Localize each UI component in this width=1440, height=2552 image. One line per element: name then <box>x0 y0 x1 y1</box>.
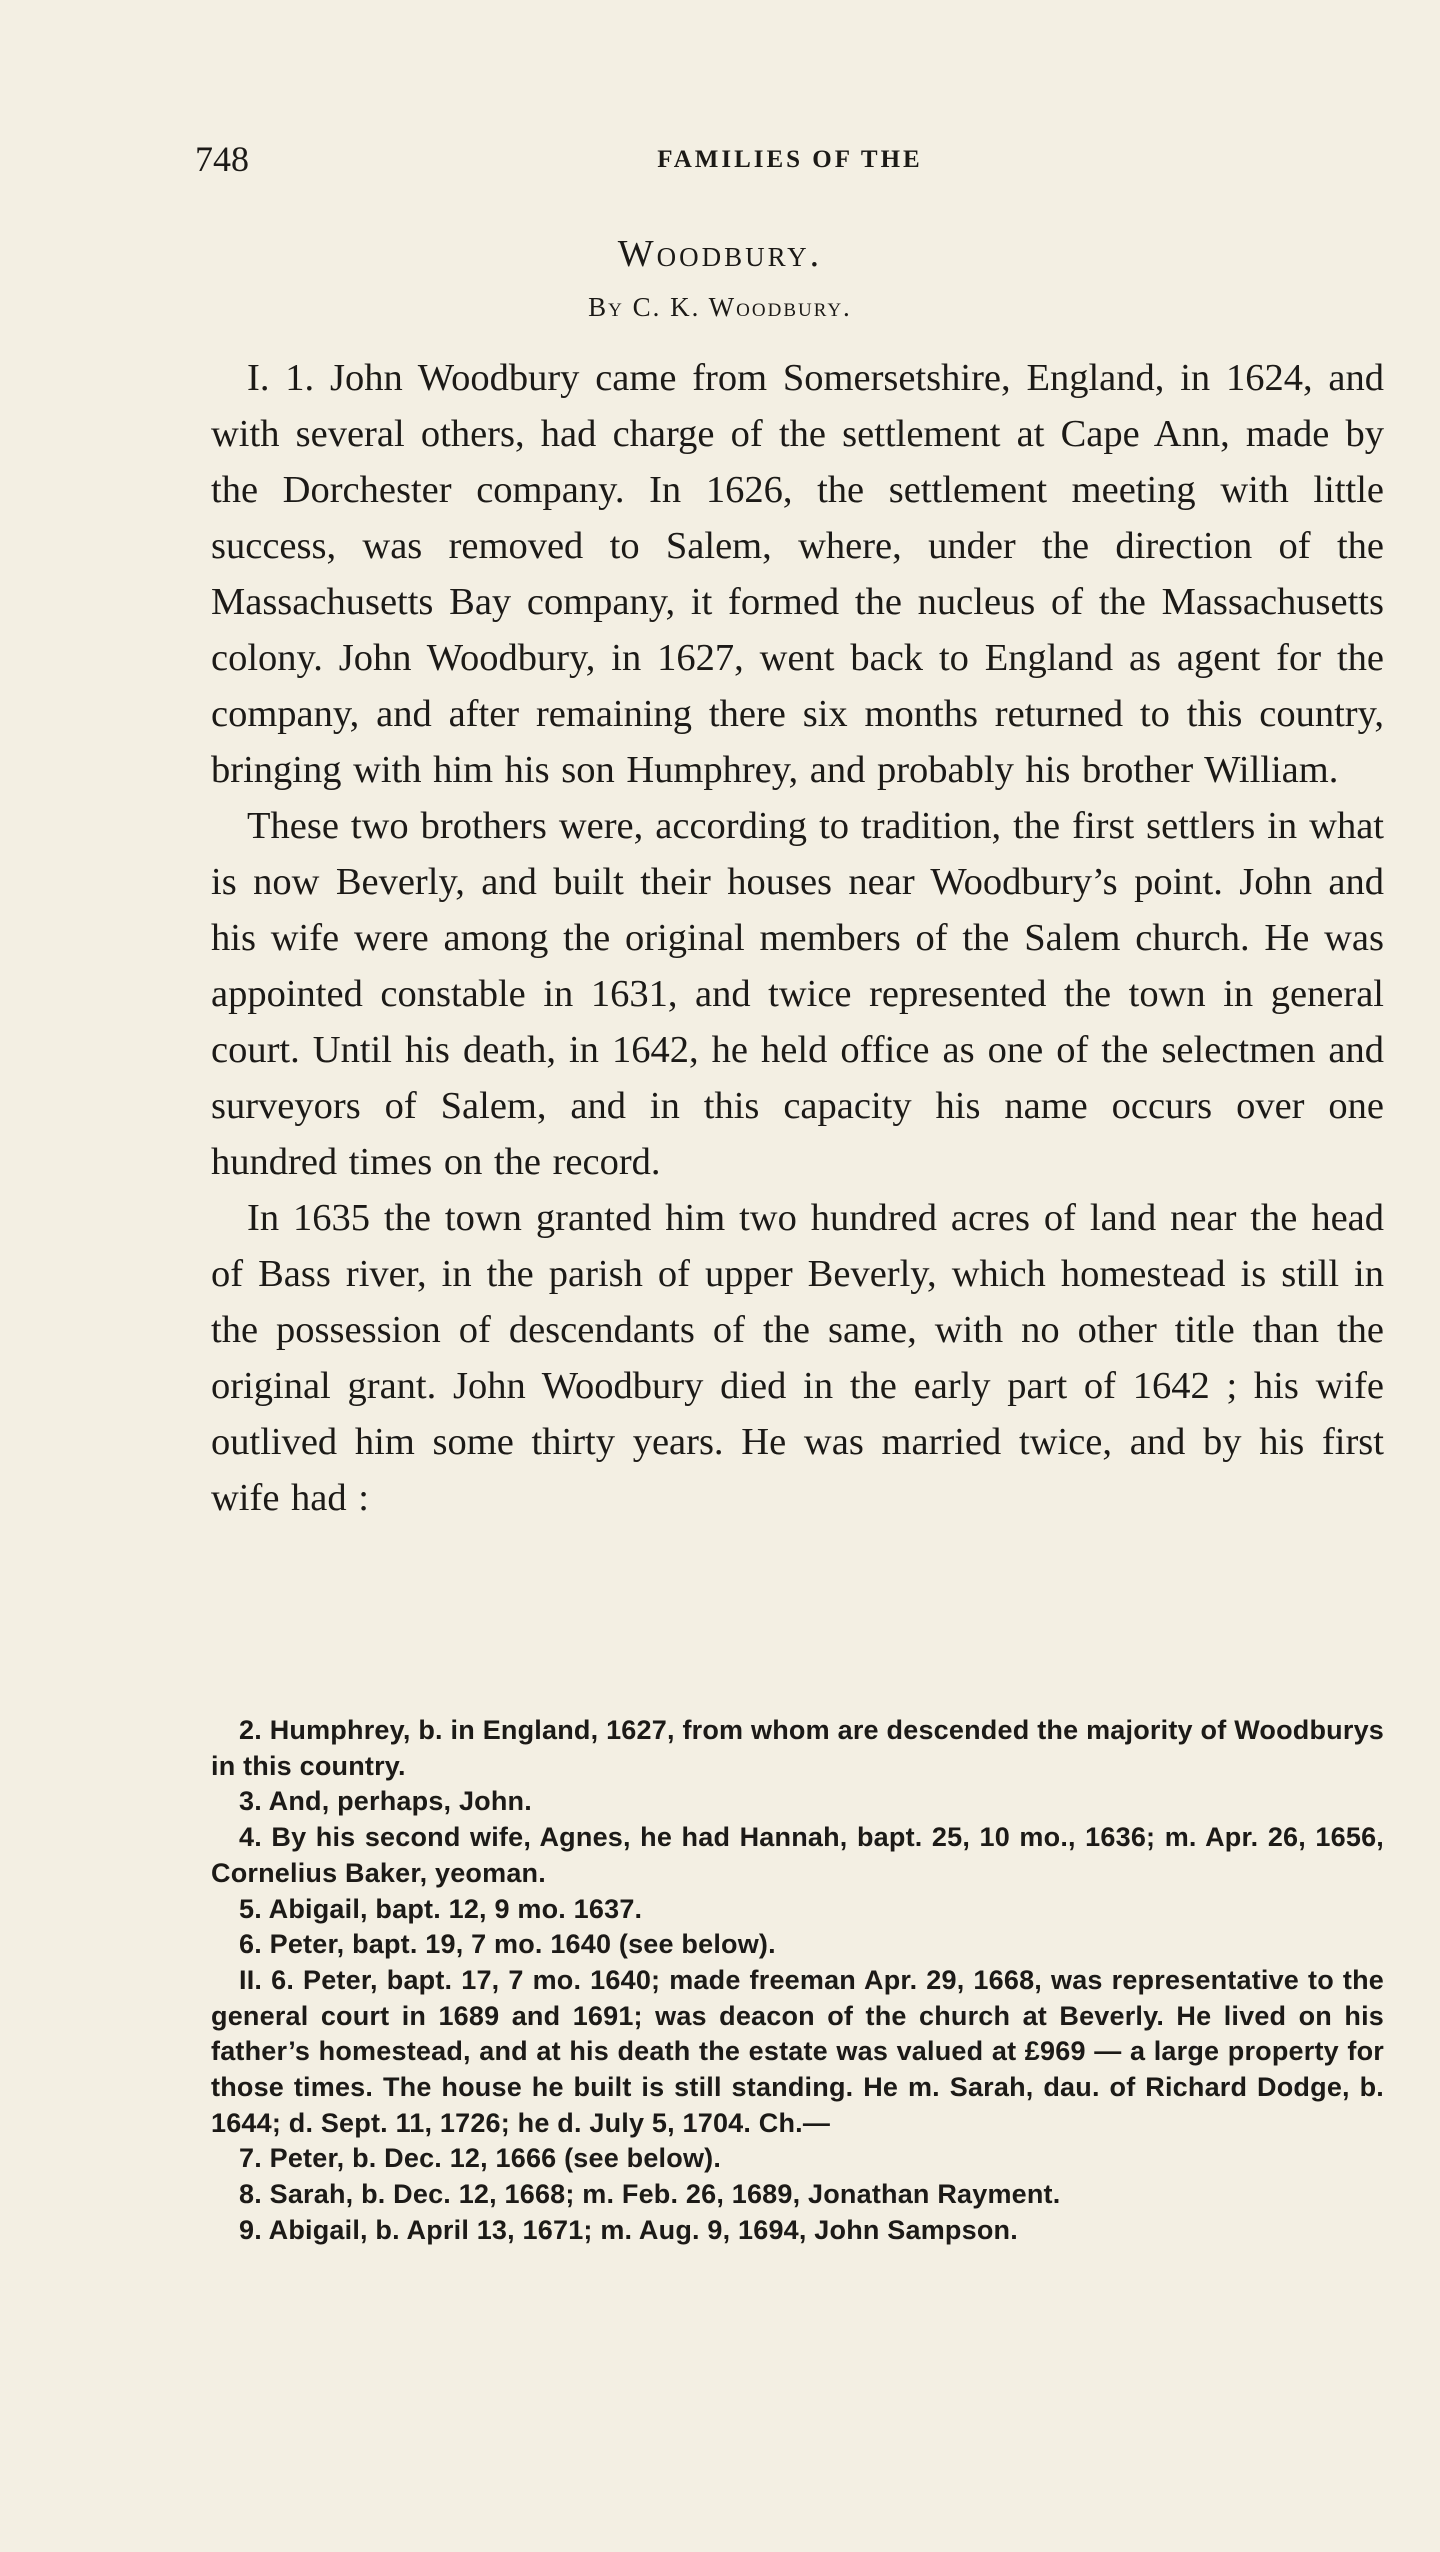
entry: 9. Abigail, b. April 13, 1671; m. Aug. 9, 1694, John Sampson. <box>239 2214 1018 2245</box>
page-number: 748 <box>195 139 249 179</box>
entry: 7. Peter, b. Dec. 12, 1666 (see below). <box>239 2143 722 2174</box>
page-header <box>195 138 1385 188</box>
body-text <box>211 350 1384 1526</box>
running-head: FAMILIES OF THE <box>657 146 923 173</box>
entry: 5. Abigail, bapt. 12, 9 mo. 1637. <box>239 1893 643 1924</box>
paragraph: In 1635 the town granted him two hundred acres of land near the head of Bass river, in the parish of upper Beverly, which homestead is still in the possession of descendants of the same, with no other title than the original grant. John Woodbury died in the early part of 1642 ; his wife outlived him some thirty years. He was married twice, and by his first wife had : <box>211 1197 1384 1519</box>
entry: 8. Sarah, b. Dec. 12, 1668; m. Feb. 26, 1689, Jonathan Rayment. <box>239 2179 1061 2210</box>
entry: 2. Humphrey, b. in England, 1627, from whom are descended the majority of Woodburys in this country. <box>211 1715 1384 1781</box>
author-byline: By C. K. Woodbury. <box>588 292 852 322</box>
section-title: Woodbury. <box>617 233 823 275</box>
genealogy-entries <box>211 1713 1384 2249</box>
entry: II. 6. Peter, bapt. 17, 7 mo. 1640; made freeman Apr. 29, 1668, was representative to the general court in 1689 and 1691; was deacon of the church at Beverly. He lived on his father’s homestead, and at his death the estate was valued at £969 — a large property for those times. The house he built is still standing. He m. Sarah, dau. of Richard Dodge, b. 1644; d. Sept. 11, 1726; he d. July 5, 1704. Ch.— <box>211 1964 1384 2138</box>
entry: 3. And, perhaps, John. <box>239 1786 532 1817</box>
paragraph: I. 1. John Woodbury came from Somersetshire, England, in 1624, and with several others, had charge of the settlement at Cape Ann, made by the Dorchester company. In 1626, the settlement meeting with little success, was removed to Salem, where, under the direction of the Massachusetts Bay company, it formed the nucleus of the Massachusetts colony. John Woodbury, in 1627, went back to England as agent for the company, and after remaining there six months returned to this country, bringing with him his son Humphrey, and probably his brother William. <box>211 357 1384 791</box>
entry: 6. Peter, bapt. 19, 7 mo. 1640 (see below). <box>239 1929 776 1960</box>
paragraph: These two brothers were, according to tradition, the first settlers in what is now Beverly, and built their houses near Woodbury’s point. John and his wife were among the original members of the Salem church. He was appointed constable in 1631, and twice represented the town in general court. Until his death, in 1642, he held office as one of the selectmen and surveyors of Salem, and in this capacity his name occurs over one hundred times on the record. <box>211 805 1384 1183</box>
entry: 4. By his second wife, Agnes, he had Hannah, bapt. 25, 10 mo., 1636; m. Apr. 26, 1656, Cornelius Baker, yeoman. <box>211 1822 1384 1888</box>
